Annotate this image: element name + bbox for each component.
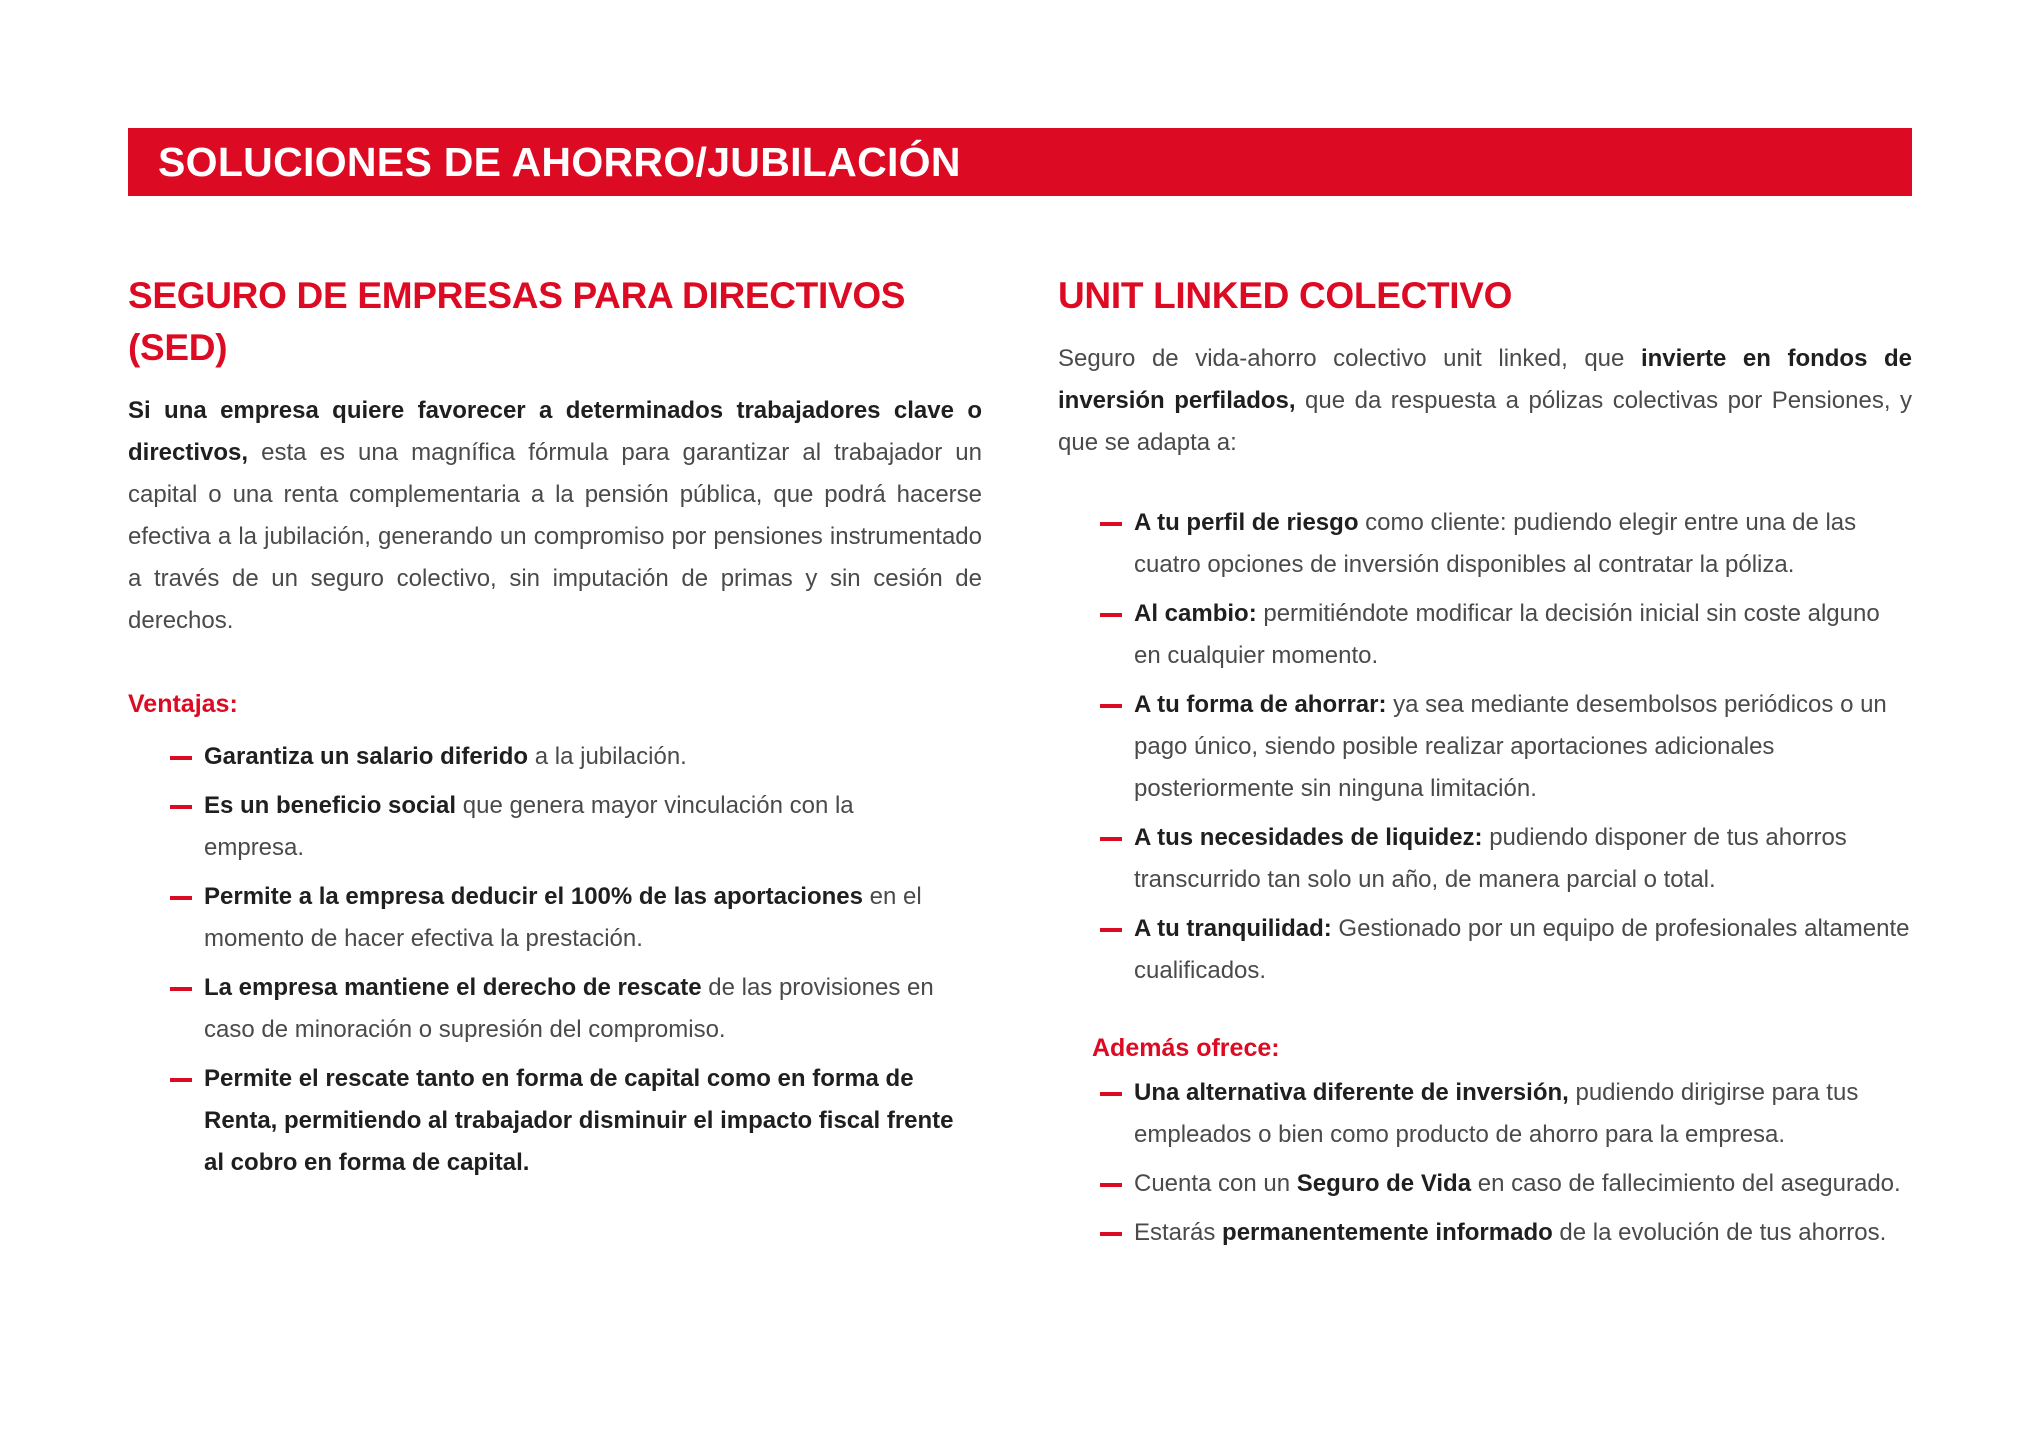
dash-bullet-icon	[1100, 1183, 1122, 1187]
item-text-bold: A tu tranquilidad:	[1134, 915, 1332, 942]
list-item	[1100, 1212, 1912, 1254]
item-text: pudiendo disponer de tus ahorros transcurrido tan solo un año, de manera parcial o total.	[1134, 824, 1847, 893]
extras-list	[1100, 1072, 1912, 1254]
item-text: que genera mayor vinculación con la empresa.	[204, 792, 854, 861]
list-item	[1100, 684, 1912, 810]
header-banner	[128, 128, 1912, 196]
item-text-bold: permanentemente informado	[1222, 1219, 1553, 1246]
item-text: ya sea mediante desembolsos periódicos o un pago único, siendo posible realizar aportaciones adicionales posteriormente sin ninguna limitación.	[1134, 691, 1887, 802]
item-text-bold: Es un beneficio social	[204, 792, 457, 819]
dash-bullet-icon	[1100, 522, 1122, 526]
dash-bullet-icon	[1100, 928, 1122, 932]
page-title: SOLUCIONES DE AHORRO/JUBILACIÓN	[158, 138, 961, 185]
item-text-bold: Garantiza un salario diferido	[204, 743, 529, 770]
item-text: permitiéndote modificar la decisión inicial sin coste alguno en cualquier momento.	[1134, 600, 1880, 669]
extras-heading: Además ofrece:	[1092, 1034, 1280, 1062]
dash-bullet-icon	[1100, 704, 1122, 708]
item-text-bold: A tu perfil de riesgo	[1134, 509, 1359, 536]
sed-column	[128, 270, 982, 1191]
list-item	[170, 736, 960, 778]
dash-bullet-icon	[170, 1078, 192, 1082]
sed-intro-bold: Si una empresa quiere favorecer a determinados trabajadores clave o directivos,	[128, 397, 982, 466]
item-text-bold: Seguro de Vida	[1296, 1170, 1472, 1197]
item-text: Gestionado por un equipo de profesionales altamente cualificados.	[1134, 915, 1910, 984]
item-text: a la jubilación.	[528, 743, 687, 770]
dash-bullet-icon	[1100, 1092, 1122, 1096]
sed-intro	[128, 390, 982, 642]
item-text-bold: Permite a la empresa deducir el 100% de las aportaciones	[204, 883, 863, 910]
item-text-bold: La empresa mantiene el derecho de rescate	[204, 974, 702, 1001]
item-text-bold: Al cambio:	[1134, 600, 1257, 627]
item-text: como cliente: pudiendo elegir entre una de las cuatro opciones de inversión disponibles al contratar la póliza.	[1134, 509, 1857, 578]
item-text-bold: Permite el rescate tanto en forma de capital como en forma de Renta, permitiendo al trabajador disminuir el impacto fiscal frente al cobro en forma de capital.	[204, 1065, 954, 1176]
item-text-bold: A tus necesidades de liquidez:	[1134, 824, 1483, 851]
item-text: de las provisiones en caso de minoración o supresión del compromiso.	[204, 974, 934, 1043]
item-text-bold: Una alternativa diferente de inversión,	[1134, 1079, 1569, 1106]
unit-linked-column	[1058, 270, 1912, 1261]
unit-linked-title: UNIT LINKED COLECTIVO	[1058, 275, 1513, 316]
item-text: en el momento de hacer efectiva la prestación.	[204, 883, 922, 952]
adaptation-list	[1100, 502, 1912, 992]
unit-linked-intro-post: que da respuesta a pólizas colectivas por Pensiones, y que se adapta a:	[1058, 387, 1912, 456]
dash-bullet-icon	[170, 756, 192, 760]
list-item	[170, 785, 960, 869]
item-text-pre: Cuenta con un	[1134, 1170, 1297, 1197]
dash-bullet-icon	[170, 987, 192, 991]
list-item	[1100, 593, 1912, 677]
list-item	[1100, 817, 1912, 901]
unit-linked-intro-bold: invierte en fondos de inversión perfilados,	[1058, 345, 1912, 414]
list-item	[1100, 1072, 1912, 1156]
unit-linked-intro-pre: Seguro de vida-ahorro colectivo unit linked, que	[1058, 345, 1641, 372]
sed-intro-text: esta es una magnífica fórmula para garantizar al trabajador un capital o una renta complementaria a la pensión pública, que podrá hacerse efectiva a la jubilación, generando un compromiso por pensiones instrumentado a través de un seguro colectivo, sin imputación de primas y sin cesión de derechos.	[128, 439, 982, 634]
list-item	[170, 876, 960, 960]
item-text-bold: A tu forma de ahorrar:	[1134, 691, 1387, 718]
item-text: en caso de fallecimiento del asegurado.	[1471, 1170, 1901, 1197]
unit-linked-intro	[1058, 338, 1912, 464]
item-text: de la evolución de tus ahorros.	[1552, 1219, 1887, 1246]
dash-bullet-icon	[170, 805, 192, 809]
dash-bullet-icon	[1100, 837, 1122, 841]
dash-bullet-icon	[1100, 1232, 1122, 1236]
advantages-heading: Ventajas:	[128, 690, 238, 718]
item-text: pudiendo dirigirse para tus empleados o bien como producto de ahorro para la empresa.	[1134, 1079, 1859, 1148]
list-item	[1100, 502, 1912, 586]
list-item	[1100, 908, 1912, 992]
list-item	[170, 967, 960, 1051]
dash-bullet-icon	[170, 896, 192, 900]
list-item	[1100, 1163, 1912, 1205]
sed-title: SEGURO DE EMPRESAS PARA DIRECTIVOS (SED)	[128, 275, 906, 368]
list-item	[170, 1058, 960, 1184]
advantages-list	[170, 736, 960, 1184]
item-text-pre: Estarás	[1134, 1219, 1223, 1246]
dash-bullet-icon	[1100, 613, 1122, 617]
